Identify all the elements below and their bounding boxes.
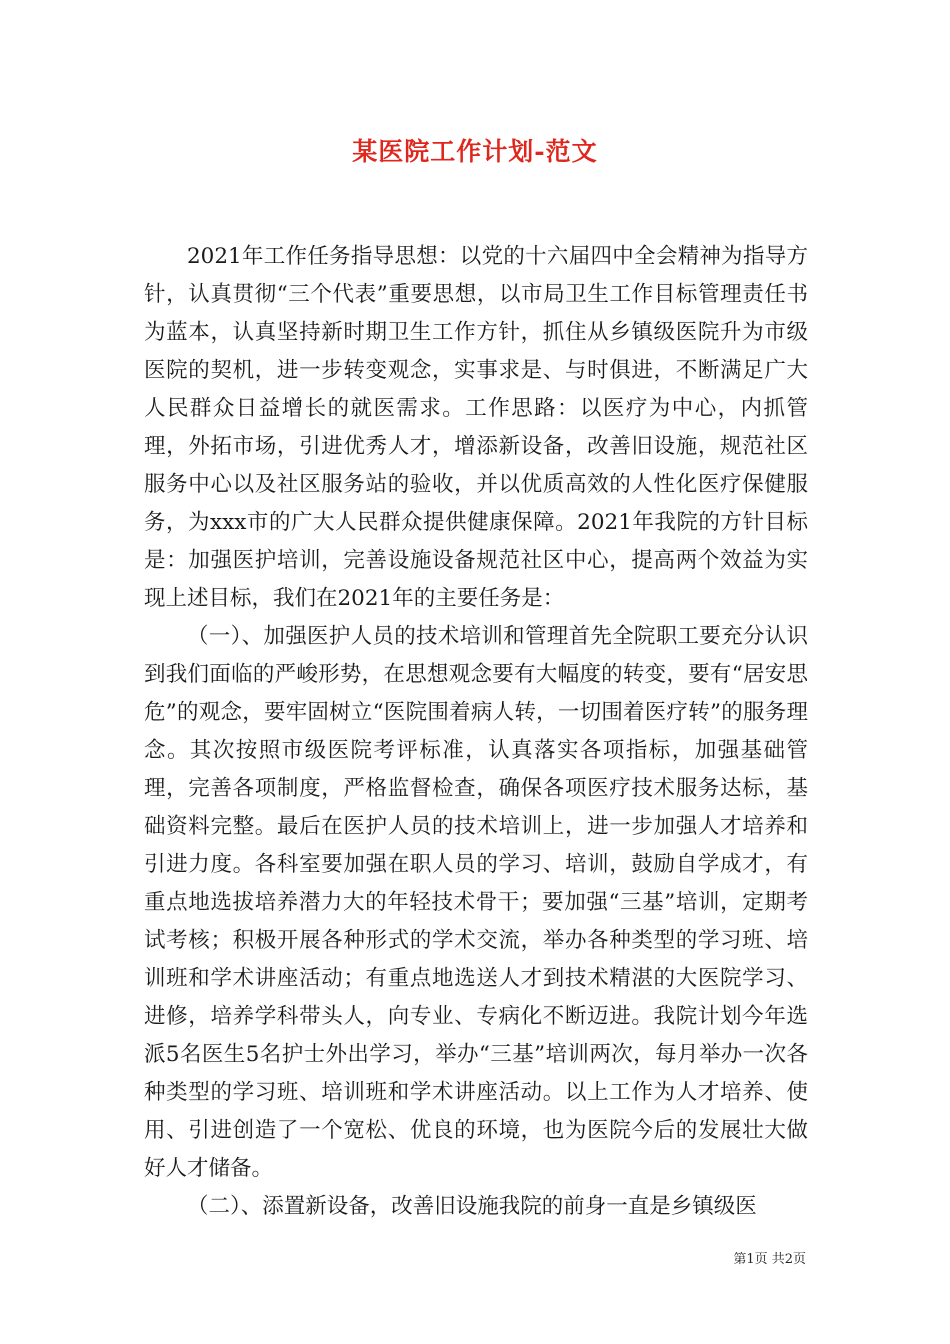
paragraph-section-2: （二）、添置新设备，改善旧设施我院的前身一直是乡镇级医 — [187, 1194, 757, 1219]
page-number: 第1页 共2页 — [733, 1252, 806, 1267]
paragraph-section-1: （一）、加强医护人员的技术培训和管理首先全院职工要充分认识到我们面临的严峻形势，在思想观念要有大幅度的转变，要有“居安思危”的观念，要牢固树立“医院围着病人转，一切围着医疗转”的服务理念。其次按照市级医院考评标准，认真落实各项指标，加强基础管理，完善各项制度，严格监督检查，确保各项医疗技术服务达标，基础资料完整。最后在医护人员的技术培训上，进一步加强人才培养和引进力度。各科室要加强在职人员的学习、培训，鼓励自学成才，有重点地选拔培养潜力大的年轻技术骨干；要加强“三基”培训，定期考试考核；积极开展各种形式的学术交流，举办各种类型的学习班、培训班和学术讲座活动；有重点地选送人才到技术精湛的大医院学习、进修，培养学科带头人，向专业、专病化不断迈进。我院计划今年选派5名医生5名护士外出学习，举办“三基”培训两次，每月举办一次各种类型的学习班、培训班和学术讲座活动。以上工作为人才培养、使用、引进创造了一个宽松、优良的环境，也为医院今后的发展壮大做好人才储备。 — [144, 624, 808, 1181]
document-body — [144, 238, 808, 1226]
page-title: 某医院工作计划-范文 — [352, 137, 598, 166]
paragraph-intro: 2021年工作任务指导思想：以党的十六届四中全会精神为指导方针，认真贯彻“三个代表”重要思想，以市局卫生工作目标管理责任书为蓝本，认真坚持新时期卫生工作方针，抓住从乡镇级医院升为市级医院的契机，进一步转变观念，实事求是、与时俱进，不断满足广大人民群众日益增长的就医需求。工作思路：以医疗为中心，内抓管理，外拓市场，引进优秀人才，增添新设备，改善旧设施，规范社区服务中心以及社区服务站的验收，并以优质高效的人性化医疗保健服务，为xxx市的广大人民群众提供健康保障。2021年我院的方针目标是：加强医护培训，完善设施设备规范社区中心，提高两个效益为实现上述目标，我们在2021年的主要任务是： — [144, 244, 808, 611]
